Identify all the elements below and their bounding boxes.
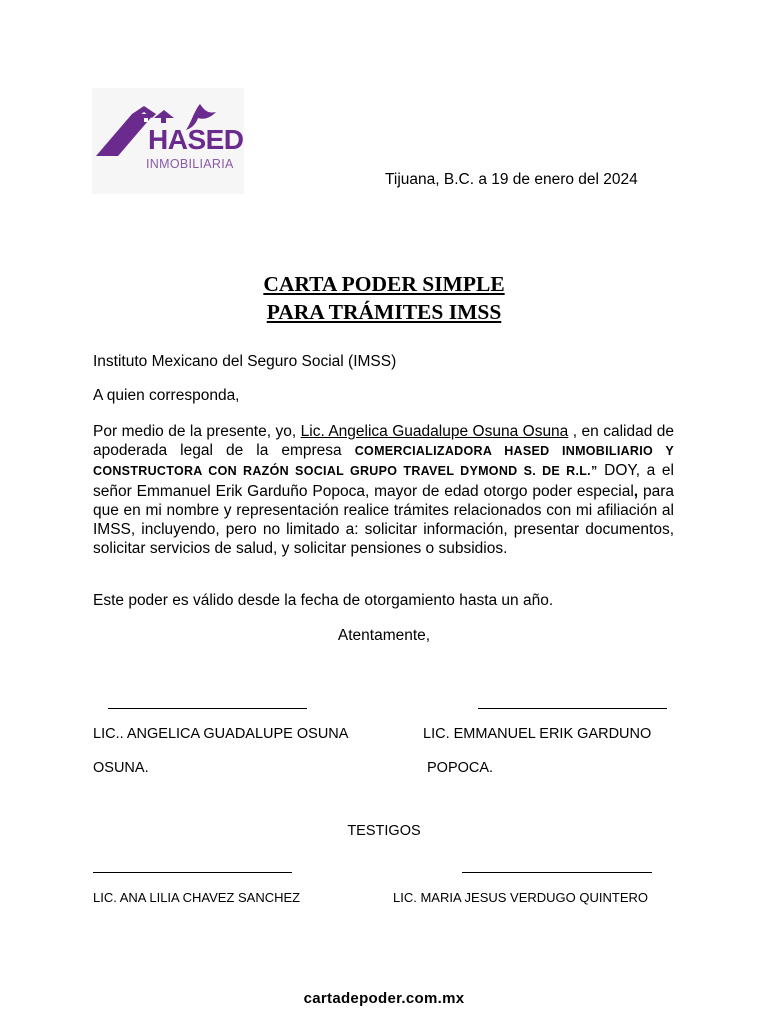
document-date: Tijuana, B.C. a 19 de enero del 2024 [385,171,638,188]
paragraph-after-name: , en calidad de apoderada legal de la empresa [93,423,675,460]
logo-subtitle: INMOBILIARIA [146,157,234,171]
paragraph-after-company: DOY, a el señor Emmanuel Erik Garduño Popoca, mayor de edad otorgo poder especial [93,462,674,500]
closing: Atentamente, [337,627,431,644]
grantor-signature-name-cont: OSUNA. [93,760,149,776]
logo-brand: HASED [148,124,244,155]
validity-statement: Este poder es válido desde la fecha de otorgamiento hasta un año. [93,592,554,609]
grantor-name: Lic. Angelica Guadalupe Osuna Osuna [300,423,569,440]
witnesses-label: TESTIGOS [347,823,421,839]
paragraph-comma: , [633,482,639,500]
salutation: A quien corresponda, [93,387,240,404]
company-logo [92,88,244,194]
signature-line-witness-2 [462,872,652,873]
witness-1-name: LIC. ANA LILIA CHAVEZ SANCHEZ [93,890,301,905]
footer-watermark: cartadepoder.com.mx [303,990,465,1007]
document-title-line1: CARTA PODER SIMPLE [263,272,505,296]
grantor-signature-name: LIC.. ANGELICA GUADALUPE OSUNA [93,726,349,742]
company-name: COMERCIALIZADORA HASED INMOBILIARIO Y CONSTRUCTORA CON RAZÓN SOCIAL GRUPO TRAVEL DYMOND S. DE R.L.” [93,444,674,479]
paragraph-intro: Por medio de la presente, yo, [93,423,297,440]
signature-line-attorney [478,708,667,709]
document-title-line2: PARA TRÁMITES IMSS [266,300,502,324]
paragraph-rest: para que en mi nombre y representación realice trámites relacionados con mi afiliación al IMSS, incluyendo, pero no limitado a: solicitar información, presentar documentos, solicitar servicios de salud, y solicitar pensiones o subsidios. [93,482,674,558]
witness-2-name: LIC. MARIA JESUS VERDUGO QUINTERO [393,890,648,905]
attorney-signature-name-cont: POPOCA. [427,760,494,776]
attorney-signature-name: LIC. EMMANUEL ERIK GARDUNO [423,726,652,742]
recipient: Instituto Mexicano del Seguro Social (IMSS) [93,353,397,370]
signature-line-grantor [108,708,307,709]
signature-line-witness-1 [93,872,292,873]
main-paragraph [93,422,674,558]
